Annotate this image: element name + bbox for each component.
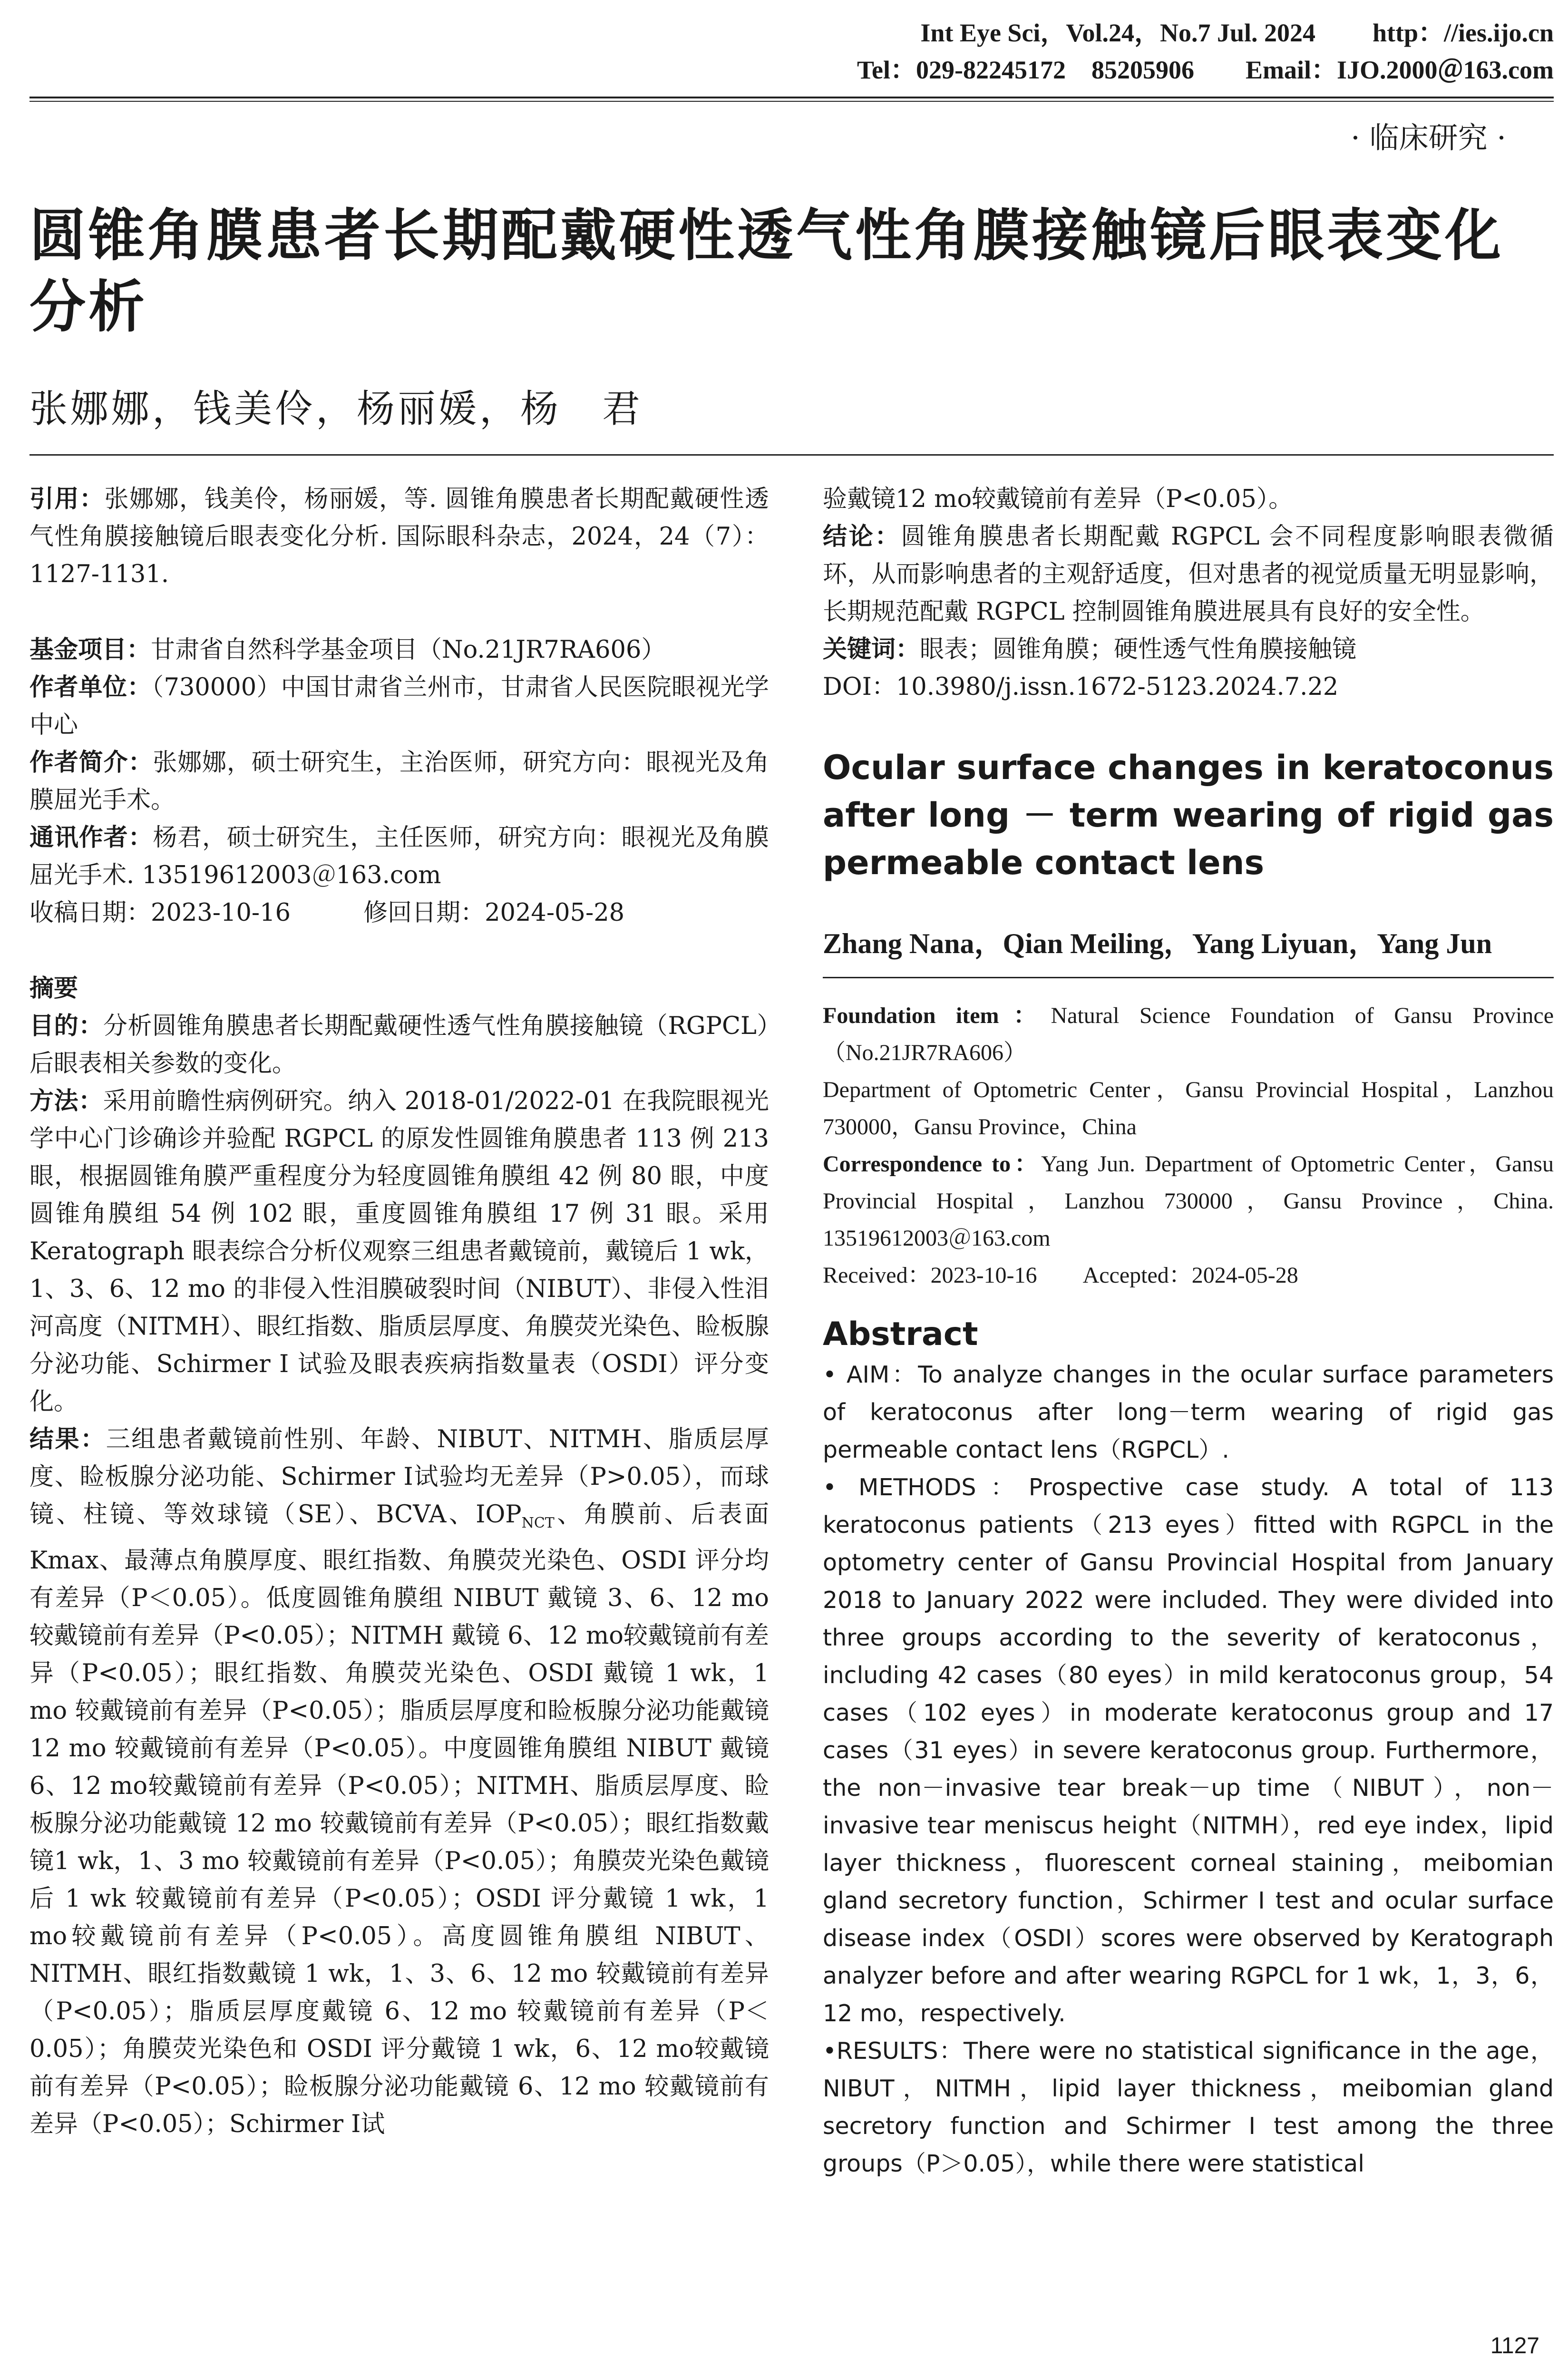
- result-text-cn-b: 、角膜前、后表面 Kmax、最薄点角膜厚度、眼红指数、角膜荧光染色、OSDI 评分均有差异（P＜0.05）。低度圆锥角膜组 NIBUT 戴镜 3、6、12 mo 较戴镜前有差异（P<0.05）；NITMH 戴镜 6、12 mo较戴镜前有差异（P<0.05）；眼红指数、角膜荧光染色、OSDI 戴镜 1 wk，1 mo 较戴镜前有差异（P<0.05）；脂质层厚度和睑板腺分泌功能戴镜 12 mo 较戴镜前有差异（P<0.05）。中度圆锥角膜组 NIBUT 戴镜 6、12 mo较戴镜前有差异（P<0.05）；NITMH、脂质层厚度、睑板腺分泌功能戴镜 12 mo 较戴镜前有差异（P<0.05）；眼红指数戴镜1 wk，1、3 mo 较戴镜前有差异（P<0.05）；角膜荧光染色戴镜后 1 wk 较戴镜前有差异（P<0.05）；OSDI 评分戴镜 1 wk，1 mo较戴镜前有差异（P<0.05）。高度圆锥角膜组 NIBUT、NITMH、眼红指数戴镜 1 wk，1、3、6、12 mo 较戴镜前有差异（P<0.05）；脂质层厚度戴镜 6、12 mo 较戴镜前有差异（P＜0.05）；角膜荧光染色和 OSDI 评分戴镜 1 wk，6、12 mo较戴镜前有差异（P<0.05）；睑板腺分泌功能戴镜 6、12 mo 较戴镜前有差异（P<0.05）；Schirmer Ⅰ试: [29, 1500, 769, 2139]
- fund-label: 基金项目：: [29, 636, 151, 664]
- corresponding-label: 通讯作者：: [29, 824, 153, 852]
- affiliation: [29, 669, 769, 744]
- aim-text-cn: 分析圆锥角膜患者长期配戴硬性透气性角膜接触镜（RGPCL）后眼表相关参数的变化。: [29, 1012, 769, 1078]
- citation-label: 引用：: [29, 485, 105, 513]
- article-title-en: Ocular surface changes in keratoconus after long － term wearing of rigid gas permeable contact lens: [823, 748, 1554, 882]
- authors-cn: 张娜娜，钱美伶，杨丽媛，杨 君: [29, 387, 643, 431]
- header-line-1: [920, 17, 1554, 49]
- result-cn: [29, 1421, 769, 2143]
- page-number: 1127: [1490, 2333, 1539, 2358]
- conclusion-cn: [823, 518, 1554, 631]
- fund-text: 甘肃省自然科学基金项目（No.21JR7RA606）: [151, 636, 666, 664]
- abstract-heading-cn: 摘要: [29, 974, 78, 1003]
- aim-label-cn: 目的：: [29, 1012, 103, 1040]
- meta-en: [823, 997, 1554, 1294]
- foundation-text-en: Natural Science Foundation of Gansu Province（No.21JR7RA606）: [823, 1003, 1554, 1065]
- results-en: •RESULTS：There were no statistical significance in the age，NIBUT，NITMH，lipid layer thickness，meibomian gland secretory function and Schirmer I test among the three groups（P＞0.05），while there were statistical: [823, 2037, 1554, 2177]
- revised-date-cn: 修回日期：2024-05-28: [363, 899, 625, 927]
- accepted-date-en: Accepted：2024-05-28: [1082, 1263, 1298, 1288]
- methods-en: • METHODS：Prospective case study. A total of 113 keratoconus patients（213 eyes）fitted with RGPCL in the optometry center of Gansu Provincial Hospital from January 2018 to January 2022 were included. They were divided into three groups according to the severity of keratoconus，including 42 cases（80 eyes）in mild keratoconus group，54 cases（102 eyes）in moderate keratoconus group and 17 cases（31 eyes）in severe keratoconus group. Furthermore，the non－invasive tear break－up time（NIBUT），non－invasive tear meniscus height（NITMH），red eye index，lipid layer thickness，fluorescent corneal staining，meibomian gland secretory function，Schirmer I test and ocular surface disease index（OSDI）scores were observed by Keratograph analyzer before and after wearing RGPCL for 1 wk，1，3，6，12 mo，respectively.: [823, 1474, 1554, 2027]
- aim-cn: [29, 1007, 769, 1082]
- keywords-cn: [823, 631, 1554, 668]
- author-intro-text: 张娜娜，硕士研究生，主治医师，研究方向：眼视光及角膜屈光手术。: [29, 749, 769, 814]
- received-date-en: Received：2023-10-16: [823, 1263, 1037, 1288]
- article-category: · 临床研究 ·: [1351, 120, 1506, 155]
- doi[interactable]: DOI：10.3980/j.issn.1672-5123.2024.7.22: [823, 673, 1339, 701]
- foundation-label-en: Foundation item：: [823, 1003, 1051, 1028]
- journal-tel: Tel：029-82245172 85205906: [857, 56, 1195, 84]
- received-date-cn: 收稿日期：2023-10-16: [29, 899, 291, 927]
- method-cn: [29, 1082, 769, 1421]
- affiliation-label: 作者单位：: [29, 673, 152, 701]
- author-intro-label: 作者简介：: [29, 749, 153, 777]
- header-rule-thin: [29, 101, 1554, 102]
- abstract-heading-en: Abstract: [823, 1315, 978, 1353]
- header-line-2: [857, 54, 1554, 86]
- abstract-en: [823, 1356, 1554, 2182]
- author-intro: [29, 744, 769, 819]
- method-label-cn: 方法：: [29, 1087, 103, 1115]
- correspondence-label-en: Correspondence to：: [823, 1151, 1042, 1177]
- method-text-cn: 采用前瞻性病例研究。纳入 2018-01/2022-01 在我院眼视光学中心门诊确诊并验配 RGPCL 的原发性圆锥角膜患者 113 例 213 眼，根据圆锥角膜严重程度分为轻度圆锥角膜组 42 例 80 眼，中度圆锥角膜组 54 例 102 眼，重度圆锥角膜组 17 例 31 眼。采用 Keratograph 眼表综合分析仪观察三组患者戴镜前，戴镜后 1 wk，1、3、6、12 mo 的非侵入性泪膜破裂时间（NIBUT）、非侵入性泪河高度（NITMH）、眼红指数、脂质层厚度、角膜荧光染色、睑板腺分泌功能、Schirmer I 试验及眼表疾病指数量表（OSDI）评分变化。: [29, 1087, 769, 1416]
- conclusion-text-cn: 圆锥角膜患者长期配戴 RGPCL 会不同程度影响眼表微循环，从而影响患者的主观舒适度，但对患者的视觉质量无明显影响，长期规范配戴 RGPCL 控制圆锥角膜进展具有良好的安全性。: [823, 523, 1554, 626]
- foundation-en: [823, 997, 1554, 1072]
- left-column: [29, 480, 769, 2143]
- result-cn-cont: 验戴镜12 mo较戴镜前有差异（P<0.05）。: [823, 485, 1293, 513]
- dates-cn: [29, 894, 769, 932]
- citation: [29, 480, 769, 593]
- department-en: Department of Optometric Center，Gansu Provincial Hospital，Lanzhou 730000，Gansu Province，China: [823, 1077, 1554, 1140]
- correspondence-text-en: Yang Jun. Department of Optometric Center，Gansu Provincial Hospital，Lanzhou 730000，Gansu Province，China. 13519612003＠163.com: [823, 1151, 1554, 1251]
- affiliation-text: （730000）中国甘肃省兰州市，甘肃省人民医院眼视光学中心: [29, 673, 769, 739]
- article-title-cn: 圆锥角膜患者长期配戴硬性透气性角膜接触镜后眼表变化分析: [29, 203, 1504, 340]
- conclusion-label-cn: 结论：: [823, 523, 901, 551]
- corresponding-text: 杨君，硕士研究生，主任医师，研究方向：眼视光及角膜屈光手术. 13519612003＠163.com: [29, 824, 769, 889]
- dates-en: [823, 1257, 1554, 1294]
- aim-en: • AIM：To analyze changes in the ocular surface parameters of keratoconus after long－term wearing of rigid gas permeable contact lens（RGPCL）.: [823, 1361, 1554, 1463]
- journal-email[interactable]: Email：IJO.2000＠163.com: [1246, 56, 1554, 84]
- authors-en: Zhang Nana，Qian Meiling，Yang Liyuan，Yang Jun: [823, 928, 1492, 959]
- result-subscript: NCT: [521, 1515, 555, 1532]
- correspondence-en: [823, 1146, 1554, 1257]
- keywords-text-cn: 眼表；圆锥角膜；硬性透气性角膜接触镜: [920, 635, 1357, 663]
- journal-info: Int Eye Sci，Vol.24，No.7 Jul. 2024: [920, 19, 1315, 47]
- journal-url[interactable]: http：//ies.ijo.cn: [1372, 19, 1554, 47]
- authors-rule-en: [823, 977, 1554, 978]
- keywords-label-cn: 关键词：: [823, 635, 920, 663]
- fund: [29, 631, 769, 669]
- corresponding-author: [29, 819, 769, 894]
- result-label-cn: 结果：: [29, 1425, 106, 1453]
- right-column: [823, 480, 1554, 2182]
- header-rule: [29, 97, 1554, 98]
- result-text-cn-a: 三组患者戴镜前性别、年龄、NIBUT、NITMH、脂质层厚度、睑板腺分泌功能、Schirmer Ⅰ试验均无差异（P>0.05），而球镜、柱镜、等效球镜（SE）、BCVA、IOP: [29, 1425, 769, 1529]
- title-rule: [29, 454, 1554, 456]
- citation-text: 张娜娜，钱美伶，杨丽媛，等. 圆锥角膜患者长期配戴硬性透气性角膜接触镜后眼表变化分析. 国际眼科杂志，2024，24（7）：1127-1131.: [29, 485, 769, 588]
